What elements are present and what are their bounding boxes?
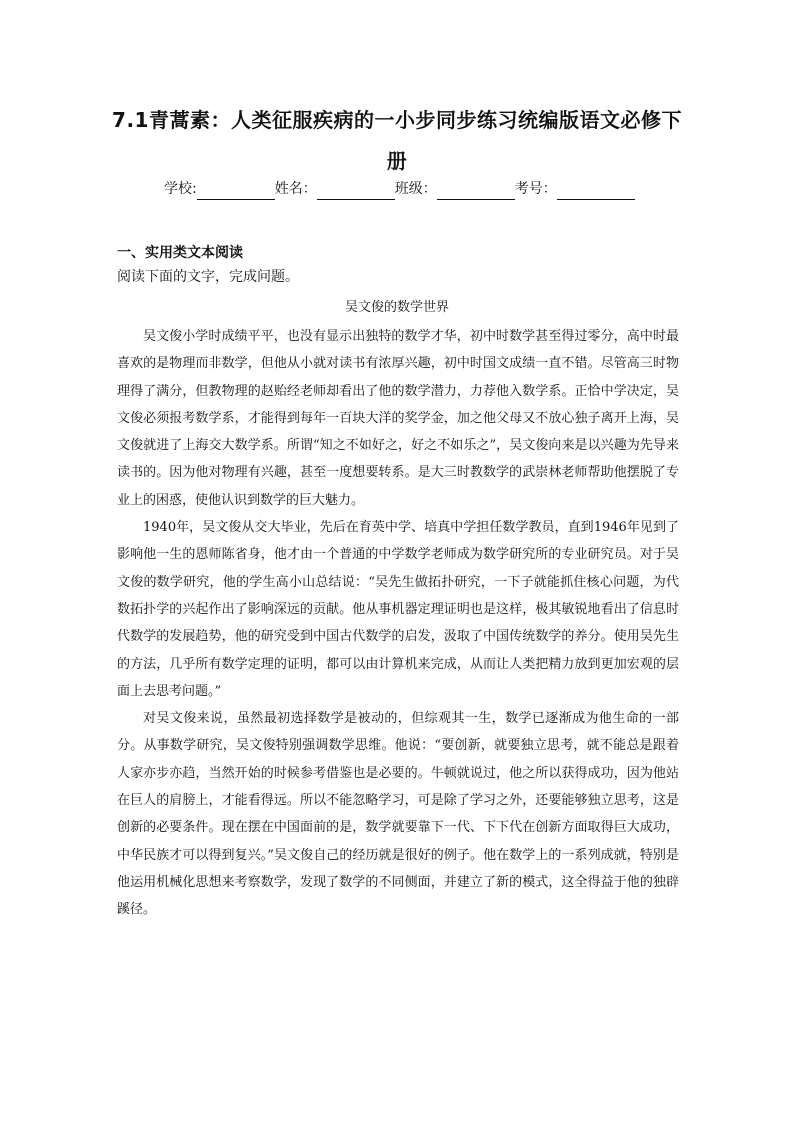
- name-label: 姓名：: [274, 181, 317, 197]
- article-title: 吴文俊的数学世界: [344, 300, 449, 315]
- reading-instruction: 阅读下面的文字，完成问题。: [117, 269, 299, 285]
- section-heading: 一、实用类文本阅读: [117, 245, 243, 261]
- article-paragraph: 对吴文俊来说，虽然最初选择数学是被动的，但综观其一生，数学已逐渐成为他生命的一部分。从事数学研究，吴文俊特别强调数学思维。他说：“要创新，就要独立思考，就不能总是跟着人家亦步亦趋，当然开始的时候参考借鉴也是必要的。牛顿就说过，他之所以获得成功，因为他站在巨人的肩膀上，才能看得远。所以不能忽略学习，可是除了学习之外，还要能够独立思考，这是创新的必要条件。现在摆在中国面前的是，数学就要靠下一代、下下代在创新方面取得巨大成功，中华民族才可以得到复兴。”吴文俊自己的经历就是很好的例子。他在数学上的一系列成就，特别是他运用机械化思想来考察数学，发现了数学的不同侧面，并建立了新的模式，这全得益于他的独辟蹊径。: [117, 711, 679, 918]
- exam-number-label: 考号：: [514, 181, 557, 197]
- page-title-line-2: 册: [386, 149, 408, 173]
- school-label: 学校:: [164, 181, 197, 197]
- page-title-line-1: 7.1青蒿素：人类征服疾病的一小步同步练习统编版语文必修下: [112, 108, 682, 132]
- article-paragraph: 吴文俊小学时成绩平平，也没有显示出独特的数学才华，初中时数学甚至得过零分，高中时最喜欢的是物理而非数学，但他从小就对读书有浓厚兴趣，初中时国文成绩一直不错。尽管高三时物理得了满分，但教物理的赵贻经老师却看出了他的数学潜力，力荐他入数学系。正恰中学决定，吴文俊必须报考数学系，才能得到每年一百块大洋的奖学金，加之他父母又不放心独子离开上海，吴文俊就进了上海交大数学系。所谓“知之不如好之，好之不如乐之”，吴文俊向来是以兴趣为先导来读书的。因为他对物理有兴趣，甚至一度想要转系。是大三时教数学的武崇林老师帮助他摆脱了专业上的困惑，使他认识到数学的巨大魅力。: [117, 329, 679, 508]
- article-body: [117, 323, 679, 924]
- class-label: 班级：: [394, 181, 437, 197]
- student-info-row: [164, 176, 635, 200]
- class-blank[interactable]: [437, 181, 515, 200]
- exam-number-blank[interactable]: [557, 181, 635, 200]
- article-paragraph: 1940年，吴文俊从交大毕业，先后在育英中学、培真中学担任数学教员，直到1946年见到了影响他一生的恩师陈省身，他才由一个普通的中学数学老师成为数学研究所的专业研究员。对于吴文俊的数学研究，他的学生高小山总结说：“吴先生做拓扑研究，一下子就能抓住核心问题，为代数拓扑学的兴起作出了影响深远的贡献。他从事机器定理证明也是这样，极其敏锐地看出了信息时代数学的发展趋势，他的研究受到中国古代数学的启发，汲取了中国传统数学的养分。使用吴先生的方法，几乎所有数学定理的证明，都可以由计算机来完成，从而让人类把精力放到更加宏观的层面上去思考问题。”: [117, 520, 679, 699]
- name-blank[interactable]: [317, 181, 395, 200]
- school-blank[interactable]: [197, 181, 275, 200]
